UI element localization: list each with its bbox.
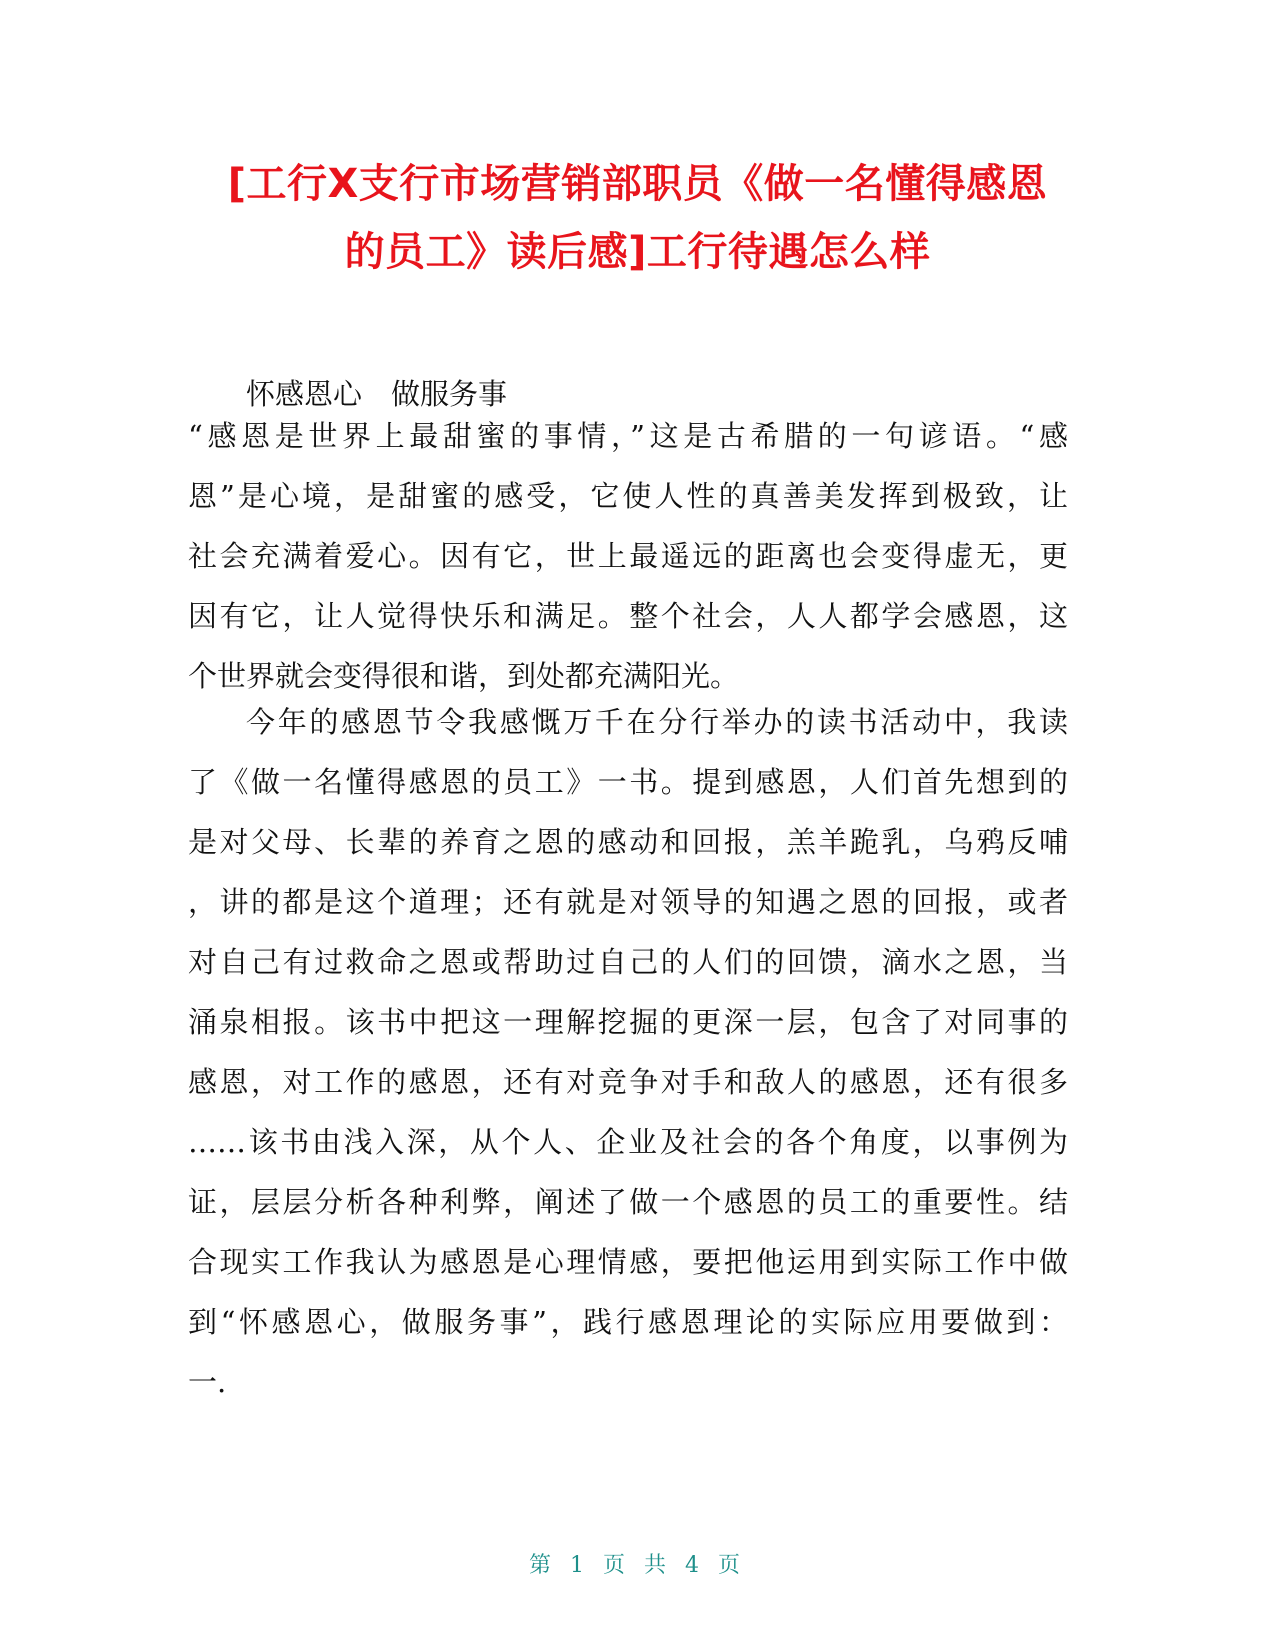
paragraph-2-line: 是对父母、长辈的养育之恩的感动和回报，羔羊跪乳，乌鸦反哺 bbox=[188, 825, 1068, 859]
paragraph-1-line: 社会充满着爱心。因有它，世上最遥远的距离也会变得虚无，更 bbox=[188, 539, 1068, 573]
paragraph-2-line: 一. bbox=[188, 1365, 227, 1399]
paragraph-1 bbox=[188, 406, 1068, 706]
paragraph-2-line: 对自己有过救命之恩或帮助过自己的人们的回馈，滴水之恩，当 bbox=[188, 945, 1068, 979]
title-line-2: 的员工》读后感]工行待遇怎么样 bbox=[344, 229, 931, 275]
paragraph-1-line: “感恩是世界上最甜蜜的事情，”这是古希腊的一句谚语。“感 bbox=[188, 419, 1068, 453]
page-number-footer: 第 1 页 共 4 页 bbox=[529, 1553, 746, 1578]
paragraph-2-line: 证，层层分析各种利弊，阐述了做一个感恩的员工的重要性。结 bbox=[188, 1185, 1068, 1219]
paragraph-2-line: ……该书由浅入深，从个人、企业及社会的各个角度，以事例为 bbox=[188, 1125, 1068, 1159]
paragraph-2-line: 今年的感恩节令我感慨万千在分行举办的读书活动中，我读 bbox=[246, 705, 1068, 739]
paragraph-2-line: ，讲的都是这个道理；还有就是对领导的知遇之恩的回报，或者 bbox=[188, 885, 1068, 919]
paragraph-2-line: 了《做一名懂得感恩的员工》一书。提到感恩，人们首先想到的 bbox=[188, 765, 1068, 799]
paragraph-1-line: 因有它，让人觉得快乐和满足。整个社会，人人都学会感恩，这 bbox=[188, 599, 1068, 633]
document-title bbox=[150, 150, 1125, 286]
section-subheading: 怀感恩心 做服务事 bbox=[246, 377, 508, 411]
paragraph-2-line: 涌泉相报。该书中把这一理解挖掘的更深一层，包含了对同事的 bbox=[188, 1005, 1068, 1039]
paragraph-2 bbox=[188, 692, 1068, 1412]
paragraph-1-line: 恩”是心境，是甜蜜的感受，它使人性的真善美发挥到极致，让 bbox=[188, 479, 1068, 513]
paragraph-2-line: 感恩，对工作的感恩，还有对竞争对手和敌人的感恩，还有很多 bbox=[188, 1065, 1068, 1099]
title-line-1: [工行X支行市场营销部职员《做一名懂得感恩 bbox=[227, 161, 1048, 207]
paragraph-2-line: 合现实工作我认为感恩是心理情感，要把他运用到实际工作中做 bbox=[188, 1245, 1068, 1279]
paragraph-2-line: 到“怀感恩心，做服务事”，践行感恩理论的实际应用要做到： bbox=[188, 1305, 1068, 1339]
paragraph-1-line: 个世界就会变得很和谐，到处都充满阳光。 bbox=[188, 659, 740, 693]
